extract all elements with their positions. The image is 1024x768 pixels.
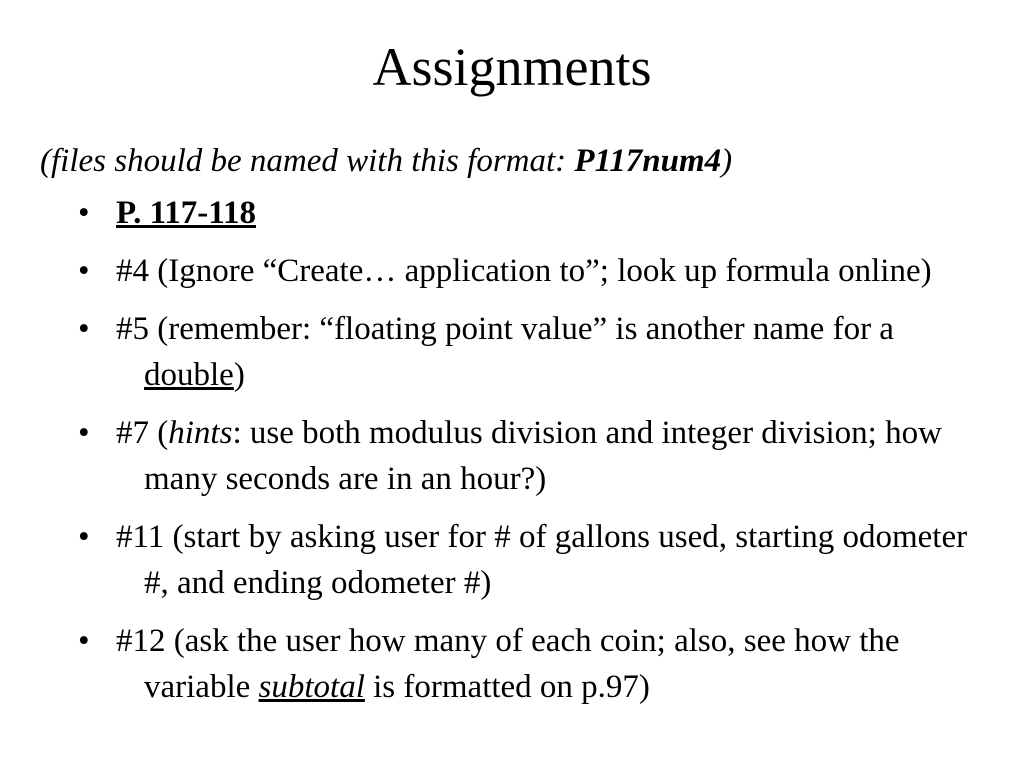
list-item-7 (40, 410, 980, 502)
item-12-text-after: is formatted on p.97) (364, 669, 650, 705)
item-7-open: ( (149, 415, 169, 451)
file-naming-note (40, 138, 980, 184)
item-11-text: (start by asking user for # of gallons used, starting odometer #, and ending odometer #) (144, 519, 968, 601)
bullet-icon: • (78, 253, 90, 289)
bullet-icon: • (78, 623, 90, 659)
item-11-label: #11 (116, 519, 165, 555)
page-range-heading: P. 117-118 (116, 195, 256, 231)
list-item-pages (40, 190, 980, 236)
item-5-text-after: ) (233, 357, 245, 393)
slide-body (40, 138, 980, 722)
list-item-11 (40, 514, 980, 606)
bullet-icon: • (78, 195, 90, 231)
file-naming-note-suffix: ) (721, 143, 733, 179)
assignment-list (40, 190, 980, 710)
item-12-label: #12 (116, 623, 166, 659)
item-5-label: #5 (116, 311, 149, 347)
file-naming-note-prefix: (files should be named with this format: (40, 143, 575, 179)
item-4-label: #4 (116, 253, 149, 289)
bullet-icon: • (78, 415, 90, 451)
item-4-text: (Ignore “Create… application to”; look up formula online) (149, 253, 932, 289)
item-7-label: #7 (116, 415, 149, 451)
slide-title: Assignments (372, 37, 652, 97)
file-name-example: P117num4 (574, 143, 722, 179)
list-item-4 (40, 248, 980, 294)
list-item-5 (40, 306, 980, 398)
item-12-subtotal-term: subtotal (258, 669, 365, 705)
item-12-text-before: (ask the user how many of each coin; also, see how the variable (144, 623, 900, 705)
item-7-text: : use both modulus division and integer division; how many seconds are in an hour?) (144, 415, 942, 497)
item-7-hints-word: hints (168, 415, 233, 451)
list-item-12 (40, 618, 980, 710)
bullet-icon: • (78, 311, 90, 347)
item-5-text-before: (remember: “floating point value” is another name for a (149, 311, 894, 347)
item-5-double-term: double (144, 357, 234, 393)
bullet-icon: • (78, 519, 90, 555)
